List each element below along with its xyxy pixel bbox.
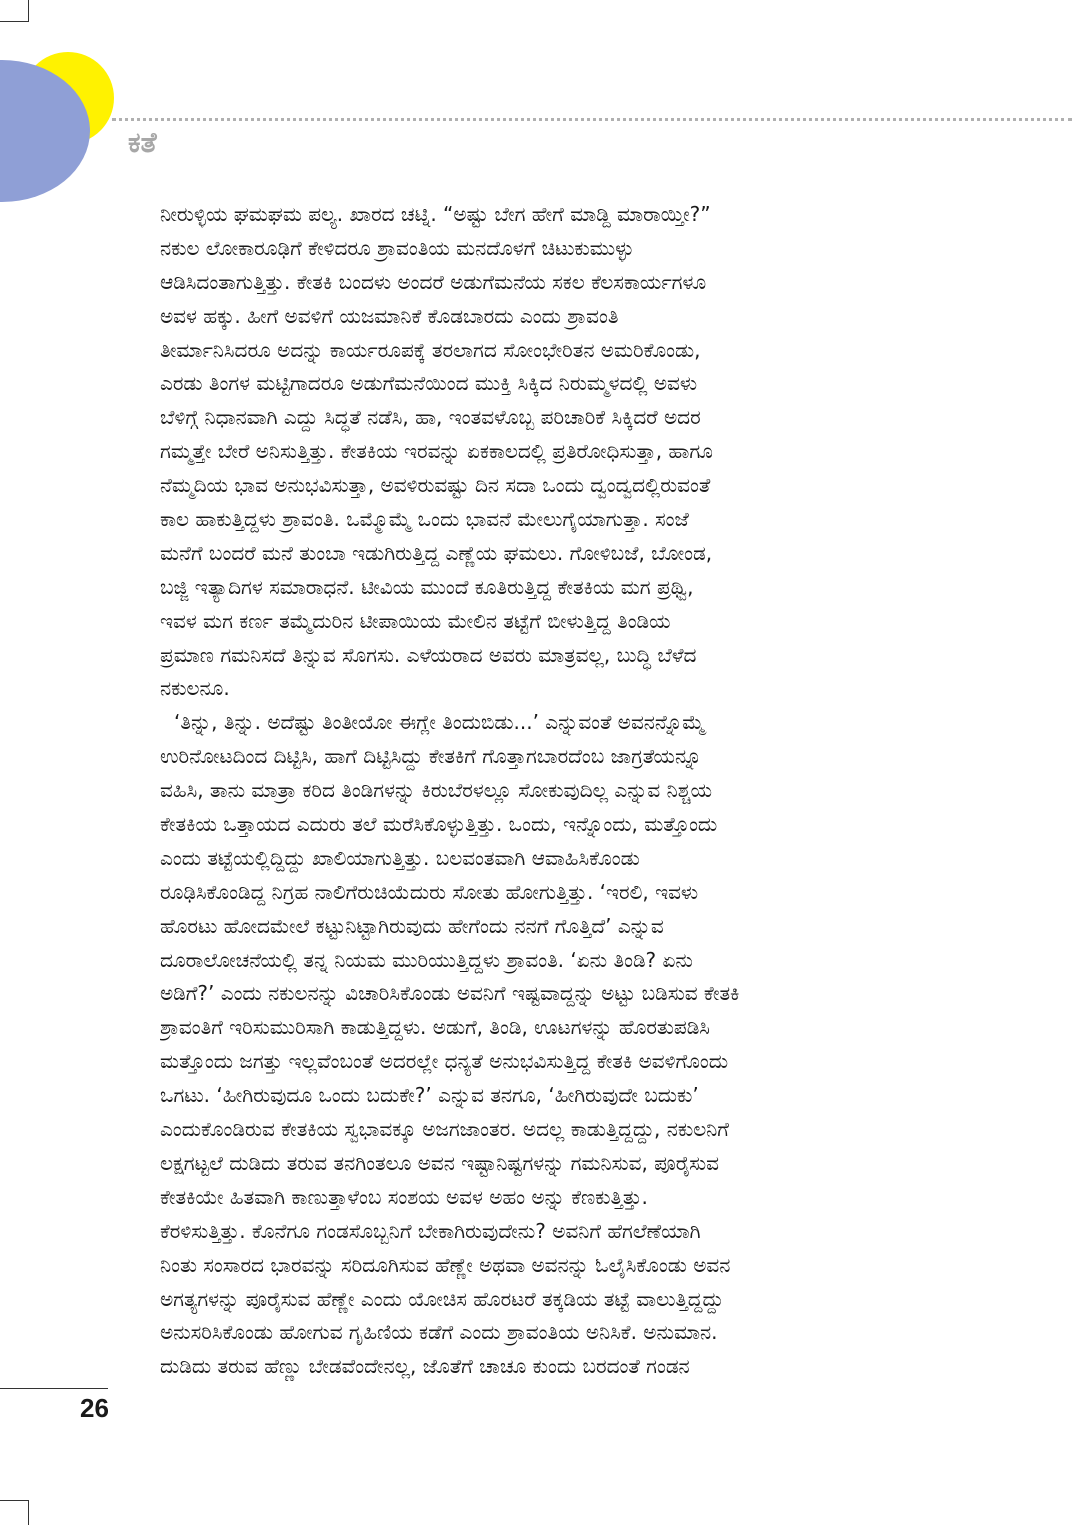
text-line: ನೆಮ್ಮದಿಯ ಭಾವ ಅನುಭವಿಸುತ್ತಾ, ಅವಳಿರುವಷ್ಟು ದಿನ ಸದಾ ಒಂದು ದ್ವಂದ್ವದಲ್ಲಿರುವಂತೆ (160, 473, 711, 498)
story-body-text (160, 198, 912, 1384)
text-line: ಪ್ರಮಾಣ ಗಮನಿಸದೆ ತಿನ್ನುವ ಸೊಗಸು. ಎಳೆಯರಾದ ಅವರು ಮಾತ್ರವಲ್ಲ, ಬುದ್ಧಿ ಬೆಳೆದ (160, 642, 697, 667)
page-number: 26 (80, 1393, 109, 1423)
text-line: ಮನೆಗೆ ಬಂದರೆ ಮನೆ ತುಂಬಾ ಇಡುಗಿರುತ್ತಿದ್ದ ಎಣ್ಣೆಯ ಘಮಲು. ಗೋಳಿಬಜೆ, ಬೋಂಡ, (160, 540, 713, 565)
text-line: ಕೇತಕಿಯೇ ಹಿತವಾಗಿ ಕಾಣುತ್ತಾಳೆಂಬ ಸಂಶಯ ಅವಳ ಅಹಂ ಅನ್ನು ಕೆಣಕುತ್ತಿತ್ತು. (160, 1184, 648, 1209)
text-line: ನಿಂತು ಸಂಸಾರದ ಭಾರವನ್ನು ಸರಿದೂಗಿಸುವ ಹೆಣ್ಣೇ ಅಥವಾ ಅವನನ್ನು ಓಲೈಸಿಕೊಂಡು ಅವನ (160, 1252, 731, 1277)
crop-mark-top-horizontal (0, 21, 29, 22)
text-line: ಎಂದು ತಟ್ಟೆಯಲ್ಲಿದ್ದಿದ್ದು ಖಾಲಿಯಾಗುತ್ತಿತ್ತು. ಬಲವಂತವಾಗಿ ಆವಾಹಿಸಿಕೊಂಡು (160, 845, 640, 870)
text-line: ಅಗತ್ಯಗಳನ್ನು ಪೂರೈಸುವ ಹೆಣ್ಣೇ ಎಂದು ಯೋಚಿಸ ಹೊರಟರೆ ತಕ್ಕಡಿಯ ತಟ್ಟೆ ವಾಲುತ್ತಿದ್ದದ್ದು (160, 1286, 724, 1311)
footer-rule (0, 1388, 108, 1389)
text-line: ಶ್ರಾವಂತಿಗೆ ಇರಿಸುಮುರಿಸಾಗಿ ಕಾಡುತ್ತಿದ್ದಳು. ಅಡುಗೆ, ತಿಂಡಿ, ಊಟಗಳನ್ನು ಹೊರತುಪಡಿಸಿ (160, 1015, 710, 1040)
text-line: ಅಡಿಗೆ?’ ಎಂದು ನಕುಲನನ್ನು ವಿಚಾರಿಸಿಕೊಂಡು ಅವನಿಗೆ ಇಷ್ಟವಾದ್ದನ್ನು ಅಟ್ಟು ಬಡಿಸುವ ಕೇತಕಿ (160, 981, 740, 1006)
text-line: ಅವಳ ಹಕ್ಕು. ಹೀಗೆ ಅವಳಿಗೆ ಯಜಮಾನಿಕೆ ಕೊಡಬಾರದು ಎಂದು ಶ್ರಾವಂತಿ (160, 303, 619, 328)
text-line: ತೀರ್ಮಾನಿಸಿದರೂ ಅದನ್ನು ಕಾರ್ಯರೂಪಕ್ಕೆ ತರಲಾಗದ ಸೋಂಭೇರಿತನ ಅಮರಿಕೊಂಡು, (160, 337, 701, 362)
text-line: ಇವಳ ಮಗ ಕರ್ಣ ತಮ್ಮೆದುರಿನ ಟೀಪಾಯಿಯ ಮೇಲಿನ ತಟ್ಟೆಗೆ ಬೀಳುತ್ತಿದ್ದ ತಿಂಡಿಯ (160, 608, 671, 633)
text-line: ರೂಢಿಸಿಕೊಂಡಿದ್ದ ನಿಗ್ರಹ ನಾಲಿಗೆರುಚಿಯೆದುರು ಸೋತು ಹೋಗುತ್ತಿತ್ತು. ‘ಇರಲಿ, ಇವಳು (160, 879, 699, 904)
crop-mark-bottom-horizontal (0, 1500, 29, 1501)
text-line: ಎರಡು ತಿಂಗಳ ಮಟ್ಟಿಗಾದರೂ ಅಡುಗೆಮನೆಯಿಂದ ಮುಕ್ತಿ ಸಿಕ್ಕಿದ ನಿರುಮ್ಮಳದಲ್ಲಿ ಅವಳು (160, 371, 698, 396)
text-line: ಉರಿನೋಟದಿಂದ ದಿಟ್ಟಿಸಿ, ಹಾಗೆ ದಿಟ್ಟಿಸಿದ್ದು ಕೇತಕಿಗೆ ಗೊತ್ತಾಗಬಾರದೆಂಬ ಜಾಗ್ರತೆಯನ್ನೂ (160, 744, 702, 769)
text-line: ನಕುಲ ಲೋಕಾರೂಢಿಗೆ ಕೇಳಿದರೂ ಶ್ರಾವಂತಿಯ ಮನದೊಳಗೆ ಚಿಟುಕುಮುಳ್ಳು (160, 235, 634, 260)
text-line: ಎಂದುಕೊಂಡಿರುವ ಕೇತಕಿಯ ಸ್ವಭಾವಕ್ಕೂ ಅಜಗಜಾಂತರ. ಅದಲ್ಲ ಕಾಡುತ್ತಿದ್ದದ್ದು, ನಕುಲನಿಗೆ (160, 1117, 729, 1142)
crop-mark-bottom-vertical (28, 1500, 29, 1525)
text-line: ಕೇತಕಿಯ ಒತ್ತಾಯದ ಎದುರು ತಲೆ ಮರೆಸಿಕೊಳ್ಳುತ್ತಿತ್ತು. ಒಂದು, ಇನ್ನೊಂದು, ಮತ್ತೊಂದು (160, 812, 718, 837)
text-line: ಲಕ್ಷಗಟ್ಟಲೆ ದುಡಿದು ತರುವ ತನಗಿಂತಲೂ ಅವನ ಇಷ್ಟಾನಿಷ್ಟಗಳನ್ನು ಗಮನಿಸುವ, ಪೂರೈಸುವ (160, 1150, 719, 1175)
text-line: ಅನುಸರಿಸಿಕೊಂಡು ಹೋಗುವ ಗೃಹಿಣಿಯ ಕಡೆಗೆ ಎಂದು ಶ್ರಾವಂತಿಯ ಅನಿಸಿಕೆ. ಅನುಮಾನ. (160, 1320, 718, 1345)
crop-mark-top-vertical (28, 0, 29, 22)
text-line: ನೀರುಳ್ಳಿಯ ಘಮಘಮ ಪಲ್ಯ. ಖಾರದ ಚಟ್ನಿ. “ಅಷ್ಟು ಬೇಗ ಹೇಗೆ ಮಾಡ್ದಿ ಮಾರಾಯ್ತೀ?” (160, 202, 711, 226)
text-line: ದೂರಾಲೋಚನೆಯಲ್ಲಿ ತನ್ನ ನಿಯಮ ಮುರಿಯುತ್ತಿದ್ದಳು ಶ್ರಾವಂತಿ. ‘ಏನು ತಿಂಡಿ? ಏನು (160, 947, 693, 972)
text-line: ಕಾಲ ಹಾಕುತ್ತಿದ್ದಳು ಶ್ರಾವಂತಿ. ಒಮ್ಮೊಮ್ಮೆ ಒಂದು ಭಾವನೆ ಮೇಲುಗೈಯಾಗುತ್ತಾ. ಸಂಜೆ (160, 507, 689, 532)
text-line: ‘ತಿನ್ನು, ತಿನ್ನು. ಅದೆಷ್ಟು ತಿಂತೀಯೋ ಈಗ್ಲೇ ತಿಂದುಬಿಡು...’ ಎನ್ನುವಂತೆ ಅವನನ್ನೊಮ್ಮೆ (174, 710, 705, 735)
text-line: ವಹಿಸಿ, ತಾನು ಮಾತ್ರಾ ಕರಿದ ತಿಂಡಿಗಳನ್ನು ಕಿರುಬೆರಳಲ್ಲೂ ಸೋಕುವುದಿಲ್ಲ ಎನ್ನುವ ನಿಶ್ಚಯ (160, 778, 713, 803)
text-line: ಆಡಿಸಿದಂತಾಗುತ್ತಿತ್ತು. ಕೇತಕಿ ಬಂದಳು ಅಂದರೆ ಅಡುಗೆಮನೆಯ ಸಕಲ ಕೆಲಸಕಾರ್ಯಗಳೂ (160, 269, 707, 294)
text-line: ಬಜ್ಜಿ ಇತ್ಯಾದಿಗಳ ಸಮಾರಾಧನೆ. ಟೀವಿಯ ಮುಂದೆ ಕೂತಿರುತ್ತಿದ್ದ ಕೇತಕಿಯ ಮಗ ಪ್ರಥ್ವಿ, (160, 574, 694, 599)
header-dotted-rule (112, 118, 1072, 121)
text-line: ಬೆಳಿಗ್ಗೆ ನಿಧಾನವಾಗಿ ಎದ್ದು ಸಿದ್ಧತೆ ನಡೆಸಿ, ಹಾ, ಇಂತವಳೊಬ್ಬ ಪರಿಚಾರಿಕೆ ಸಿಕ್ಕಿದರೆ ಅದರ (160, 405, 701, 430)
text-line: ಗಮ್ಮತ್ತೇ ಬೇರೆ ಅನಿಸುತ್ತಿತ್ತು. ಕೇತಕಿಯ ಇರವನ್ನು ಏಕಕಾಲದಲ್ಲಿ ಪ್ರತಿರೋಧಿಸುತ್ತಾ, ಹಾಗೂ (160, 439, 713, 464)
text-line: ಕೆರಳಿಸುತ್ತಿತ್ತು. ಕೊನೆಗೂ ಗಂಡಸೊಬ್ಬನಿಗೆ ಬೇಕಾಗಿರುವುದೇನು? ಅವನಿಗೆ ಹೆಗಲೆಣೆಯಾಗಿ (160, 1218, 701, 1243)
text-line: ಒಗಟು. ‘ಹೀಗಿರುವುದೂ ಒಂದು ಬದುಕೇ?’ ಎನ್ನುವ ತನಗೂ, ‘ಹೀಗಿರುವುದೇ ಬದುಕು’ (160, 1083, 699, 1108)
text-line: ನಕುಲನೂ. (160, 676, 230, 701)
text-line: ಮತ್ತೊಂದು ಜಗತ್ತು ಇಲ್ಲವೆಂಬಂತೆ ಅದರಲ್ಲೇ ಧನ್ಯತೆ ಅನುಭವಿಸುತ್ತಿದ್ದ ಕೇತಕಿ ಅವಳಿಗೊಂದು (160, 1049, 729, 1074)
text-line: ದುಡಿದು ತರುವ ಹೆಣ್ಣು ಬೇಡವೆಂದೇನಲ್ಲ, ಜೊತೆಗೆ ಚಾಚೂ ಕುಂದು ಬರದಂತೆ ಗಂಡನ (160, 1354, 690, 1379)
section-label: ಕತೆ (128, 126, 157, 159)
text-line: ಹೊರಟು ಹೋದಮೇಲೆ ಕಟ್ಟುನಿಟ್ಟಾಗಿರುವುದು ಹೇಗೆಂದು ನನಗೆ ಗೊತ್ತಿದೆ’ ಎನ್ನುವ (160, 913, 664, 938)
